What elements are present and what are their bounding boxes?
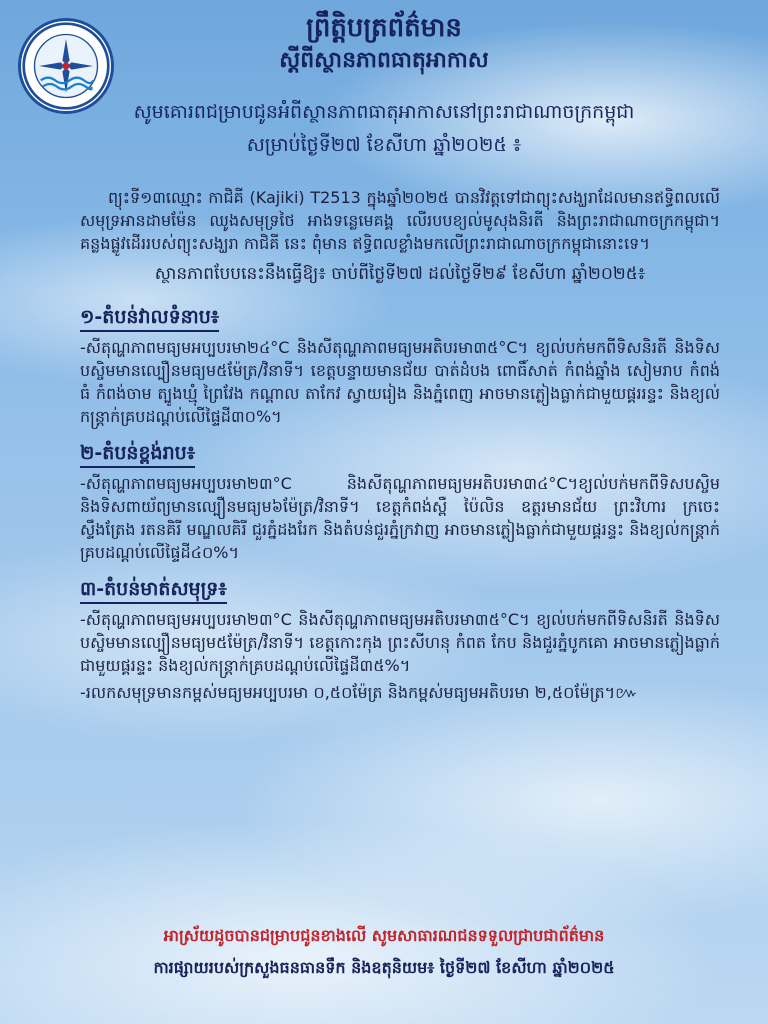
section-heading: ១-តំបន់វាលទំនាប៖ xyxy=(80,306,219,332)
footer-text: ការផ្សាយរបស់ក្រសួងធនធានទឹក និងឧតុនិយម៖ ថ្ងៃទី២៧ ខែសីហា ឆ្នាំ២០២៥ xyxy=(153,958,615,977)
forecast-period: ស្ថានភាពបែបនេះនឹងធ្វើឱ្យ៖ ចាប់ពីថ្ងៃទី២៧ ដល់ថ្ងៃទី២៩ ខែសីហា ឆ្នាំ២០២៥៖ xyxy=(154,264,646,284)
bulletin-body xyxy=(80,186,720,708)
section-lowland xyxy=(80,296,720,428)
intro-line-1: សូមគោរពជម្រាបជូនអំពីស្ថានភាពធាតុអាកាសនៅព្រះរាជាណាចក្រកម្ពុជា xyxy=(133,101,635,123)
notice-text: អាស្រ័យដូចបានជម្រាបជូនខាងលើ សូមសាធារណជនទទួលជ្រាបជាព័ត៌មាន xyxy=(163,926,605,945)
section-coastal xyxy=(80,568,720,704)
section-heading: ២-តំបន់ខ្ពង់រាប៖ xyxy=(80,442,195,468)
section-plateau xyxy=(80,432,720,564)
section-bullet: -សីតុណ្ហភាពមធ្យមអប្បបរមា២៣°C និងសីតុណ្ហភាពមធ្យមអតិបរមា៣៥°C។ ខ្យល់បក់មកពីទិសនិរតី និងទិសបស្ចិមមានល្បឿនមធ្យម៥ម៉ែត្រ/វិនាទី។ ខេត្តកោះកុង ព្រះសីហនុ កំពត កែប និងជួរភ្នំបូកគោ អាចមានភ្លៀងធ្លាក់ជាមួយផ្គរន្ទះ និងខ្យល់កន្ត្រាក់គ្របដណ្តប់លើផ្ទៃដី៣៥%។ xyxy=(80,610,720,675)
section-heading: ៣-តំបន់មាត់សមុទ្រ៖ xyxy=(80,578,227,604)
intro xyxy=(40,96,728,162)
page-subtitle: ស្តីពីស្ថានភាពធាតុអាកាស xyxy=(279,48,489,73)
intro-line-2: សម្រាប់ថ្ងៃទី២៧ ខែសីហា ឆ្នាំ២០២៥ ៖ xyxy=(246,134,522,156)
section-bullet: -សីតុណ្ហភាពមធ្យមអប្បបរមា២៣°C និងសីតុណ្ហភាពមធ្យមអតិបរមា៣៤°C។ខ្យល់បក់មកពីទិសបស្ចិម និងទិសពាយ័ព្យមានល្បឿនមធ្យម៦ម៉ែត្រ/វិនាទី។ ខេត្តកំពង់ស្ពឺ ប៉ៃលិន ឧត្តរមានជ័យ ព្រះវិហារ ក្រចេះ ស្ទឹងត្រែង រតនគិរី មណ្ឌលគិរី ជួរភ្នំដងរែក និងតំបន់ជួរភ្នំក្រវាញ អាចមានភ្លៀងធ្លាក់ជាមួយផ្គរន្ទះ និងខ្យល់កន្ត្រាក់គ្របដណ្តប់លើផ្ទៃដី៤០%។ xyxy=(80,474,720,562)
header xyxy=(130,10,638,76)
section-bullet: -សីតុណ្ហភាពមធ្យមអប្បបរមា២៤°C និងសីតុណ្ហភាពមធ្យមអតិបរមា៣៥°C។ ខ្យល់បក់មកពីទិសនិរតី និងទិសបស្ចិមមានល្បឿនមធ្យម៥ម៉ែត្រ/វិនាទី។ ខេត្តបន្ទាយមានជ័យ បាត់ដំបង ពោធិ៍សាត់ កំពង់ឆ្នាំង សៀមរាប កំពង់ធំ កំពង់ចាម ត្បូងឃ្មុំ ព្រៃវែង កណ្ដាល តាកែវ ស្វាយរៀង និងភ្នំពេញ អាចមានភ្លៀងធ្លាក់ជាមួយផ្គររន្ទះ និងខ្យល់កន្ត្រាក់គ្របដណ្តប់លើផ្ទៃដី៣០%។ xyxy=(80,338,720,426)
summary-paragraph: ព្យុះទី១៣ឈ្មោះ កាជិគី (Kajiki) T2513 ក្នុងឆ្នាំ២០២៥ បានវិវត្តទៅជាព្យុះសង្ឃរាដែលមានឥទ្ធិពលលើសមុទ្រអានដាមម៉ែន ឈូងសមុទ្រថៃ អាងទន្លេមេគង្គ លើរបបខ្យល់មូសុងនិរតី និងព្រះរាជាណាចក្រកម្ពុជា។ គន្លងផ្លូវដើររបស់ព្យុះសង្ឃរា កាជិគី នេះ ពុំមាន ឥទ្ធិពលខ្លាំងមកលើព្រះរាជាណាចក្រកម្ពុជានោះទេ។ xyxy=(80,188,720,253)
page-title: ព្រឹត្តិបត្រព័ត៌មាន xyxy=(306,13,462,43)
section-bullet: -រលកសមុទ្រមានកម្ពស់មធ្យមអប្បបរមា ០,៥០ម៉ែត្រ និងកម្ពស់មធ្យមអតិបរមា ២,៥០ម៉ែត្រ។៚ xyxy=(80,683,638,702)
